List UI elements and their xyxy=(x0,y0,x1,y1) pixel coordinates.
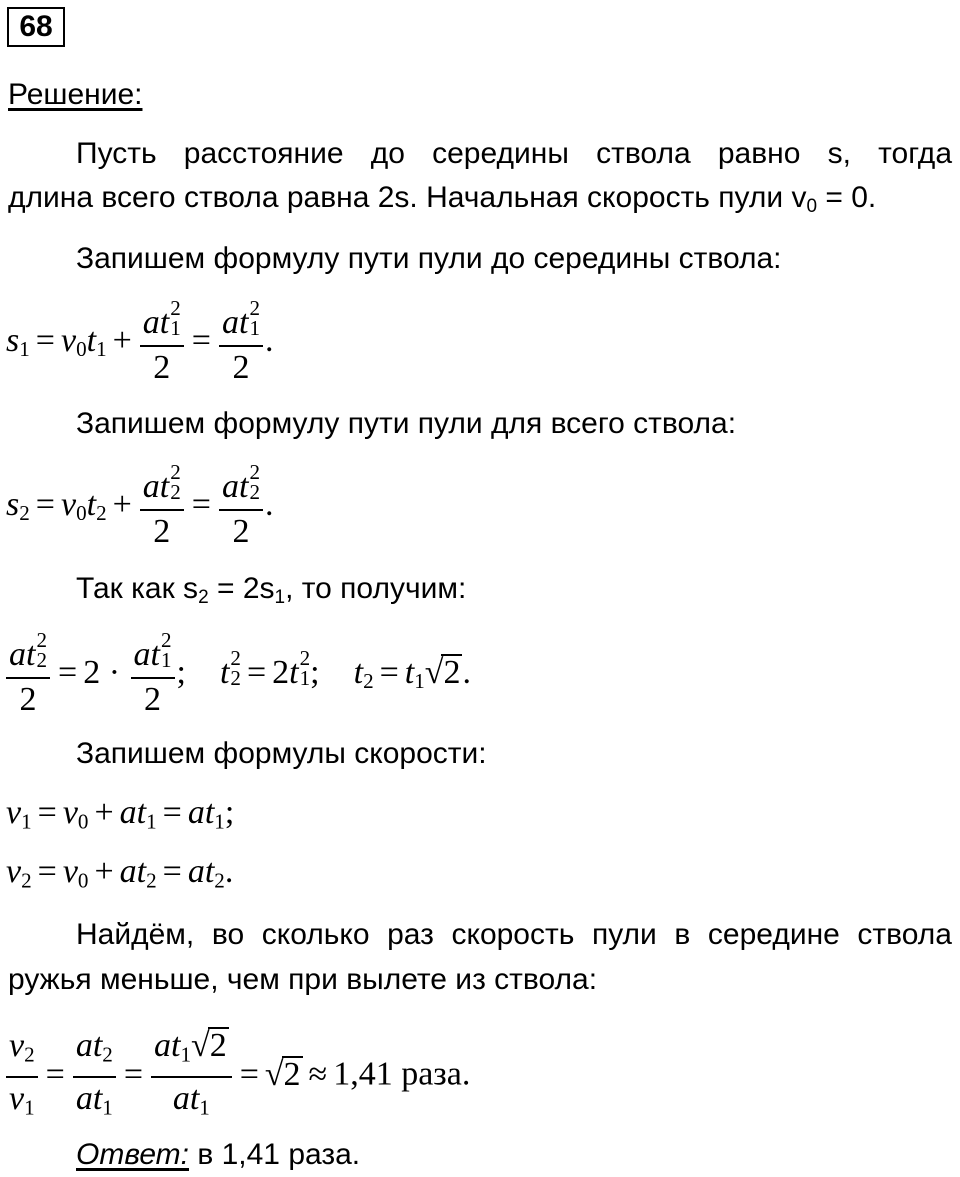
equation-s2: $s_2 = v_0t_2$ + at 2 2 2 = at 2 2 2 . xyxy=(6,460,274,550)
paragraph-3: Запишем формулу пути пули для всего ствола: xyxy=(76,407,737,440)
paragraph-1-line-1: Пусть расстояние до середины ствола равно s, тогда xyxy=(76,137,952,170)
paragraph-6-line-2: ружья меньше, чем при вылете из ствола: xyxy=(8,963,598,996)
equation-ratio: $\frac{v_2}{v_1}$ = $\frac{at_2}{at_1}$ = $\frac{at_1√2}{at_1}$ = √2 ≈ 1,41 раза. xyxy=(6,1026,470,1128)
paragraph-6-line-1: Найдём, во сколько раз скорость пули в середине ствола xyxy=(76,918,952,951)
paragraph-4-mid: = 2s xyxy=(208,572,275,605)
v0-subscript: 0 xyxy=(806,195,818,217)
answer-line xyxy=(76,1137,360,1173)
paragraph-4: Так как $s_2 = 2s_1$, то получим: xyxy=(76,572,467,608)
equation-times: at 2 2 2 = 2 · at 2 1 2 ; t 2 2 = 2t 2 1 ; $t_2 = t_1√2$. xyxy=(6,630,471,720)
paragraph-1-line-2-text: длина всего ствола равна 2s. Начальная скорость пули v xyxy=(8,181,807,214)
answer-text: в 1,41 раза. xyxy=(189,1138,361,1171)
ratio-result: 1,41 раза. xyxy=(333,1055,471,1093)
solution-heading: Решение: xyxy=(8,78,143,111)
paragraph-1-line-2-end: = 0. xyxy=(817,181,877,214)
paragraph-2: Запишем формулу пути пули до середины ствола: xyxy=(76,242,782,275)
paragraph-4-start: Так как s xyxy=(76,572,199,605)
equation-v2: $v_2 = v_0 + at_2 = at_2$. xyxy=(6,853,234,893)
equation-s1: $s_1 = v_0t_1$ + at 2 1 2 = at 2 1 2 . xyxy=(6,296,274,386)
equation-v1: $v_1 = v_0 + at_1 = at_1$; xyxy=(6,794,235,834)
paragraph-4-end: , то получим: xyxy=(285,572,467,605)
paragraph-1-line-2 xyxy=(8,180,876,225)
answer-label: Ответ: xyxy=(76,1138,189,1171)
task-number-box: 68 xyxy=(7,7,65,47)
paragraph-5: Запишем формулы скорости: xyxy=(76,737,487,770)
